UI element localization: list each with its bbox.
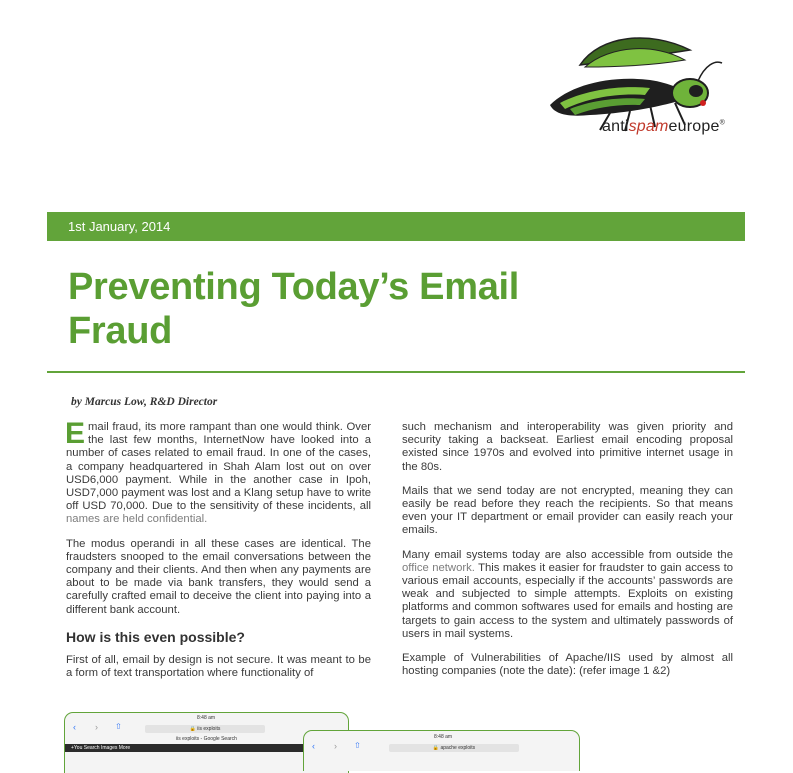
subheading: How is this even possible? (66, 628, 245, 645)
lock-icon: 🔒 (189, 726, 196, 732)
paragraph-access-a: Many email systems today are also accessible from outside the (402, 548, 733, 561)
paragraph-vulnerabilities: Example of Vulnerabilities of Apache/IIS used by almost all hosting companies (note the date): (refer image 1 &2) (402, 652, 733, 678)
right-column (402, 421, 733, 689)
paragraph-access-gray: office network. (402, 561, 475, 574)
url-bar (389, 744, 519, 752)
brand-suffix: europe (668, 118, 720, 135)
article-title: Preventing Today’s Email Fraud (68, 266, 520, 352)
share-icon: ⇧ (354, 741, 361, 750)
paragraph-intro-tail: names are held confidential. (66, 513, 208, 526)
title-divider (47, 371, 745, 373)
forward-icon: › (95, 722, 98, 732)
forward-icon: › (334, 741, 337, 751)
date-bar (47, 212, 745, 241)
browser-screenshot-2 (303, 730, 580, 771)
google-nav-bar: +You Search Images More (65, 744, 349, 752)
left-column (65, 417, 371, 691)
paragraph-modus-operandi: The modus operandi in all these cases are identical. The fraudsters snooped to the email conversations between the company and their clients. And then when any payments are about to be made via bank transfers, they would send a carefully crafted email to deceive the client into paying into a different bank account. (66, 537, 371, 616)
brand-prefix: anti (602, 118, 629, 135)
paragraph-encryption: Mails that we send today are not encrypted, meaning they can easily be read before they reach the recipients. So that means even your IT department or email provider can easily reach your emails. (402, 484, 733, 537)
url-text: apache exploits (440, 745, 476, 751)
status-time: 8:48 am (197, 715, 216, 721)
drop-cap: E (65, 417, 86, 450)
paragraph-history: such mechanism and interoperability was given priority and security taking a backseat. Earliest email encoding proposal existed since 1970s and evolved into primitive internet usage in the 80s. (402, 421, 733, 473)
back-icon: ‹ (312, 741, 315, 751)
paragraph-design: First of all, email by design is not secure. It was meant to be a form of text transportation where functionality of (66, 654, 371, 680)
lock-icon: 🔒 (432, 745, 440, 751)
url-text: iis exploits (197, 726, 221, 732)
url-bar (145, 725, 265, 733)
byline: by Marcus Low, R&D Director (71, 396, 218, 408)
paragraph-intro (65, 417, 371, 527)
publication-date: 1st January, 2014 (68, 219, 171, 234)
share-icon: ⇧ (115, 722, 122, 731)
page-title: iis exploits - Google Search (176, 736, 237, 742)
status-time: 8:48 am (434, 734, 453, 740)
paragraph-access (402, 549, 733, 641)
brand-accent: spam (628, 118, 669, 135)
registered-mark: ® (719, 119, 725, 127)
back-icon: ‹ (73, 722, 76, 732)
brand-logo-text (602, 118, 725, 136)
paragraph-access-b: This makes it easier for fraudster to gain access to various email accounts, especially if the accounts’ passwords are weak and subjected to simple attempts. Exploits on existing platforms and common softwares used for emails and hosting are targets to gain access to the system and ultimately passwords of users in mail systems. (402, 561, 733, 640)
paragraph-intro-text: mail fraud, its more rampant than one would think. Over the last few months, InternetNow have looked into a number of cases related to email fraud. In one of the cases, a company headquartered in Shah Alam lost out on over USD6,000 payment. While in the another case in Ipoh, USD7,000 payment was lost and a Klang setup have to write off USD 70,000. Due to the sensitivity of these incidents, all (66, 421, 371, 513)
